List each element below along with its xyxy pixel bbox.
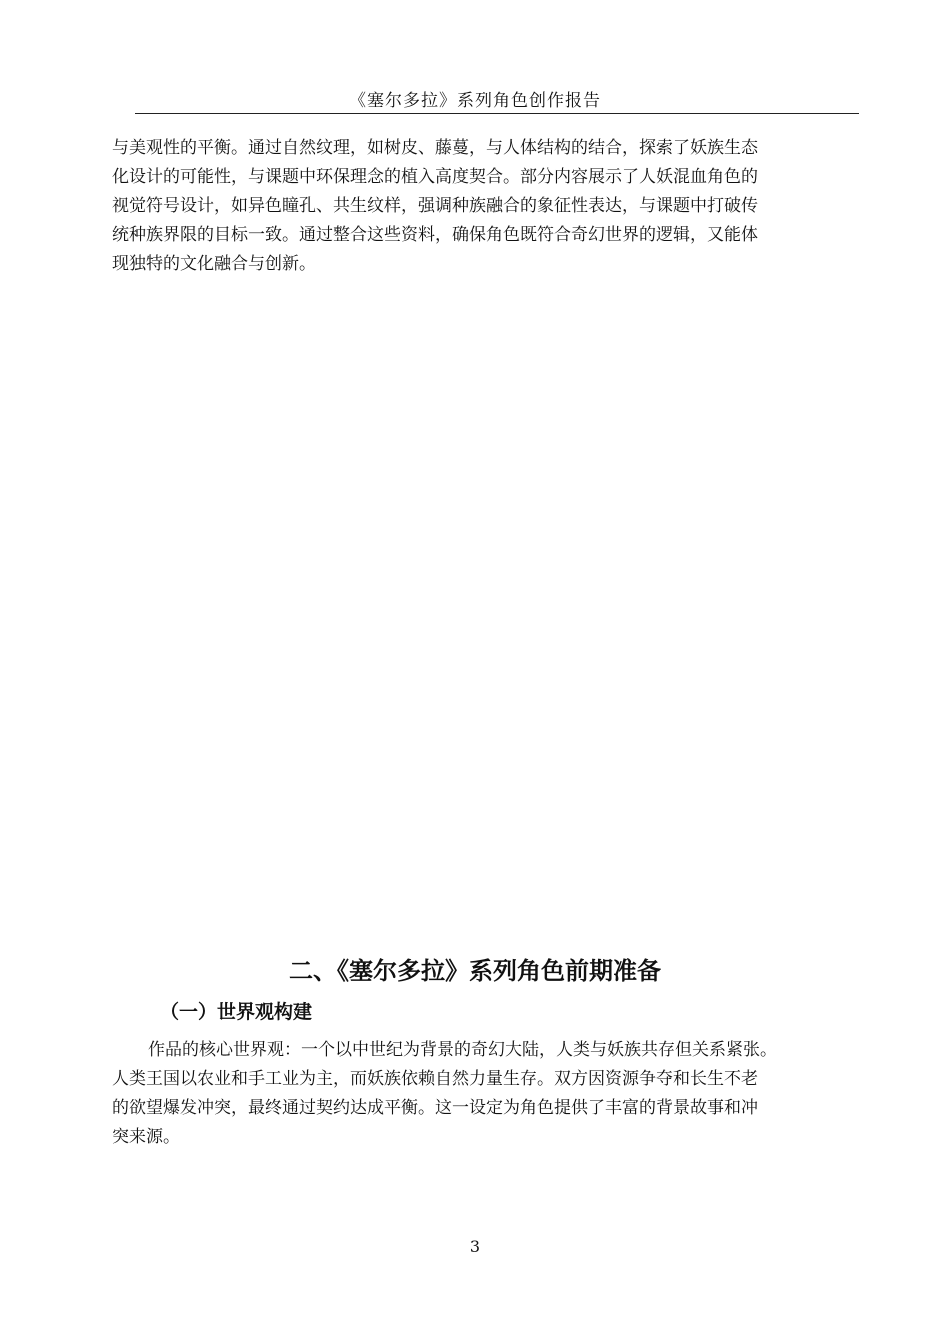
worldview-paragraph bbox=[112, 1036, 844, 1152]
subsection-heading: （一）世界观构建 bbox=[160, 1001, 313, 1023]
intro-paragraph bbox=[112, 134, 844, 279]
paragraph-line: 与美观性的平衡。通过自然纹理，如树皮、藤蔓，与人体结构的结合，探索了妖族生态 bbox=[112, 138, 758, 158]
section-heading: 二、《塞尔多拉》系列角色前期准备 bbox=[289, 957, 661, 985]
paragraph-line: 视觉符号设计，如异色瞳孔、共生纹样，强调种族融合的象征性表达，与课题中打破传 bbox=[112, 196, 758, 216]
paragraph-line: 的欲望爆发冲突，最终通过契约达成平衡。这一设定为角色提供了丰富的背景故事和冲 bbox=[112, 1098, 758, 1118]
running-header-title: 《塞尔多拉》系列角色创作报告 bbox=[349, 91, 601, 111]
paragraph-line: 现独特的文化融合与创新。 bbox=[112, 254, 316, 274]
paragraph-line: 作品的核心世界观：一个以中世纪为背景的奇幻大陆，人类与妖族共存但关系紧张。 bbox=[148, 1040, 777, 1060]
paragraph-line: 统种族界限的目标一致。通过整合这些资料，确保角色既符合奇幻世界的逻辑，又能体 bbox=[112, 225, 758, 245]
paragraph-line: 化设计的可能性，与课题中环保理念的植入高度契合。部分内容展示了人妖混血角色的 bbox=[112, 167, 758, 187]
page-number: 3 bbox=[469, 1237, 481, 1256]
paragraph-line: 突来源。 bbox=[112, 1127, 180, 1147]
header-divider bbox=[135, 113, 859, 114]
paragraph-line: 人类王国以农业和手工业为主，而妖族依赖自然力量生存。双方因资源争夺和长生不老 bbox=[112, 1069, 758, 1089]
